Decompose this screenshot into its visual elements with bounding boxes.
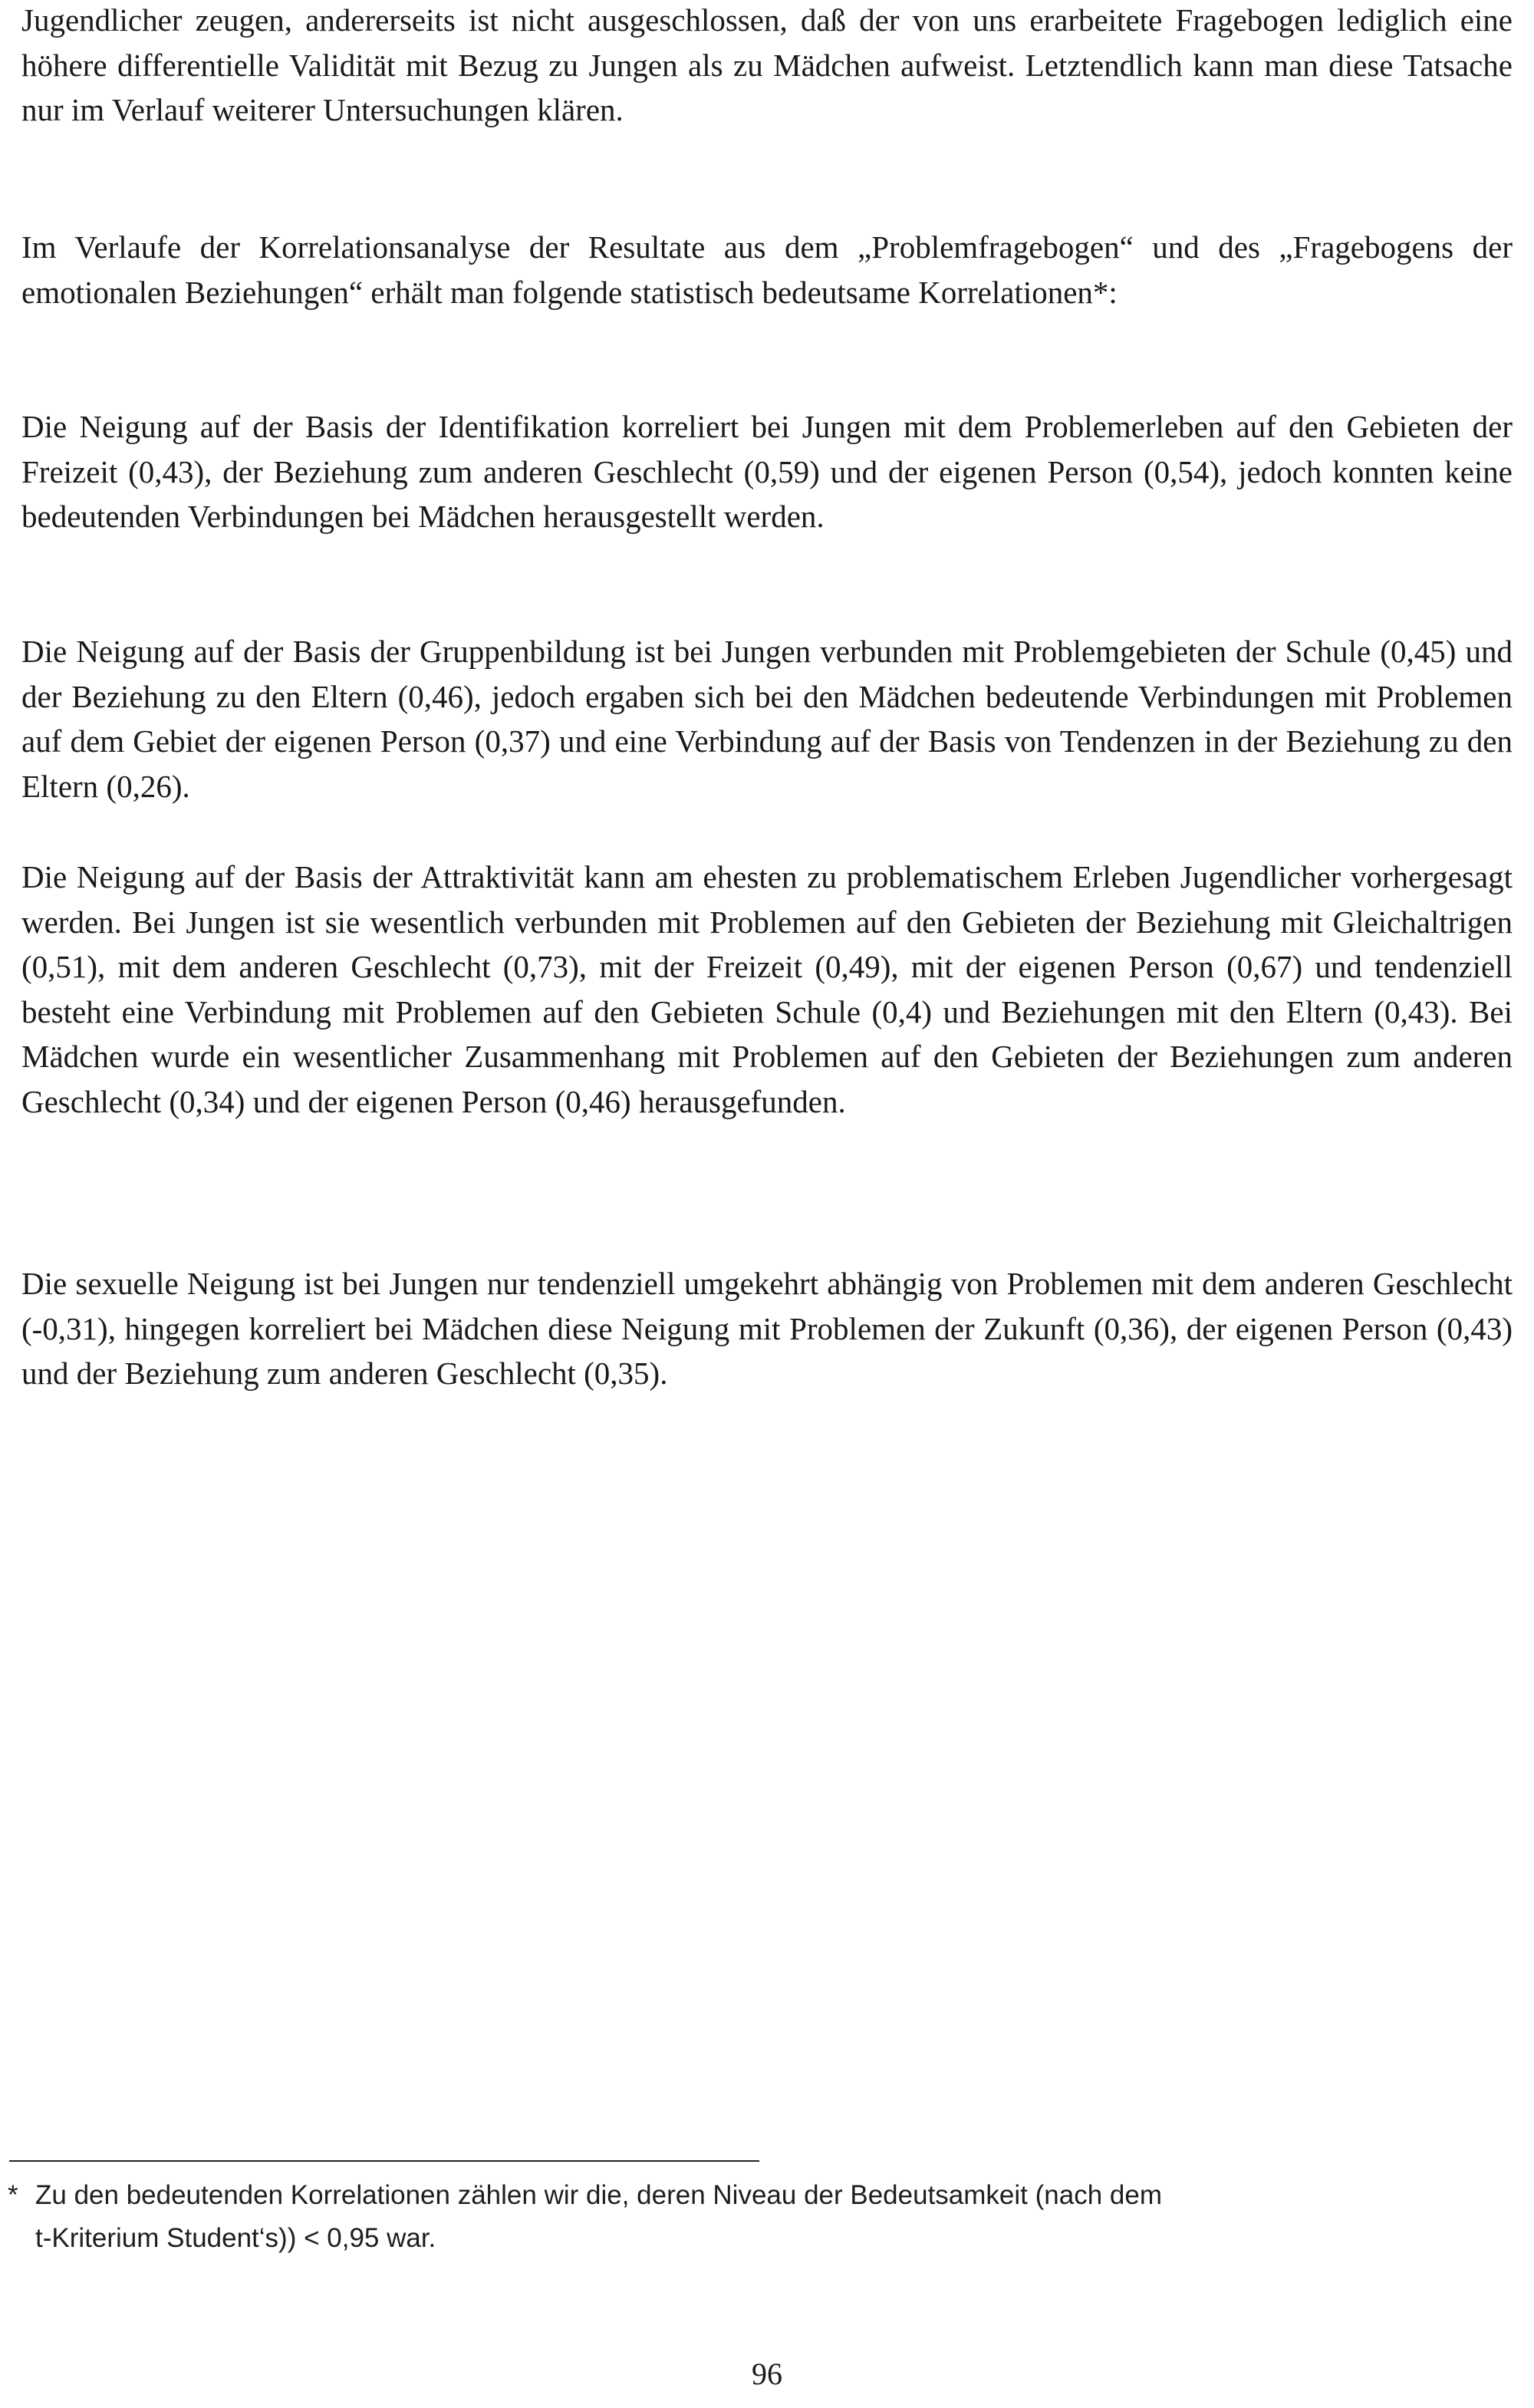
paragraph-group-formation: Die Neigung auf der Basis der Gruppenbildung ist bei Jungen verbunden mit Problemgebieten der Schule (0,45) und der Beziehung zu den Eltern (0,46), jedoch ergaben sich bei den Mädchen bedeutende Verbindungen mit Problemen auf dem Gebiet der eigenen Person (0,37) und eine Verbindung auf der Basis von Tendenzen in der Beziehung zu den Eltern (0,26). <box>21 634 1513 804</box>
paragraph-correlation-intro: Im Verlaufe der Korrelationsanalyse der Resultate aus dem „Problemfragebogen“ und des „Fragebogens der emotionalen Beziehungen“ erhält man folgende statistisch bedeutsame Korrelationen*: <box>21 229 1513 310</box>
page-number: 96 <box>752 2357 782 2391</box>
paragraph-attractiveness: Die Neigung auf der Basis der Attraktivität kann am ehesten zu problematischem Erleben Jugendlicher vorhergesagt werden. Bei Jungen ist sie wesentlich verbunden mit Problemen auf den Gebieten der Beziehung mit Gleichaltrigen (0,51), mit dem anderen Geschlecht (0,73), mit der Freizeit (0,49), mit der eigenen Person (0,67) und tendenziell besteht eine Verbindung mit Problemen auf den Gebieten Schule (0,4) und Beziehungen mit den Eltern (0,43). Bei Mädchen wurde ein wesentlicher Zusammenhang mit Problemen auf den Gebieten der Beziehungen zum anderen Geschlecht (0,34) und der eigenen Person (0,46) herausgefunden. <box>21 859 1513 1119</box>
footnote-marker: * <box>8 2180 18 2210</box>
footnote-line-2: t-Kriterium Student‘s)) < 0,95 war. <box>35 2223 436 2253</box>
footnote-divider <box>9 2160 759 2162</box>
paragraph-validity-note: Jugendlicher zeugen, andererseits ist nicht ausgeschlossen, daß der von uns erarbeitete Fragebogen lediglich eine höhere differentielle Validität mit Bezug zu Jungen als zu Mädchen aufweist. Letztendlich kann man diese Tatsache nur im Verlauf weiterer Untersuchungen klären. <box>21 2 1513 127</box>
footnote <box>8 2174 1450 2260</box>
footnote-line-1: Zu den bedeutenden Korrelationen zählen wir die, deren Niveau der Bedeutsamkeit (nach dem <box>35 2180 1162 2210</box>
document-page <box>21 0 1513 2408</box>
paragraph-sexual-inclination: Die sexuelle Neigung ist bei Jungen nur tendenziell umgekehrt abhängig von Problemen mit dem anderen Geschlecht (-0,31), hingegen korreliert bei Mädchen diese Neigung mit Problemen der Zukunft (0,36), der eigenen Person (0,43) und der Beziehung zum anderen Geschlecht (0,35). <box>21 1266 1513 1391</box>
paragraph-identification: Die Neigung auf der Basis der Identifikation korreliert bei Jungen mit dem Problemerleben auf den Gebieten der Freizeit (0,43), der Beziehung zum anderen Geschlecht (0,59) und der eigenen Person (0,54), jedoch konnten keine bedeutenden Verbindungen bei Mädchen herausgestellt werden. <box>21 409 1513 534</box>
